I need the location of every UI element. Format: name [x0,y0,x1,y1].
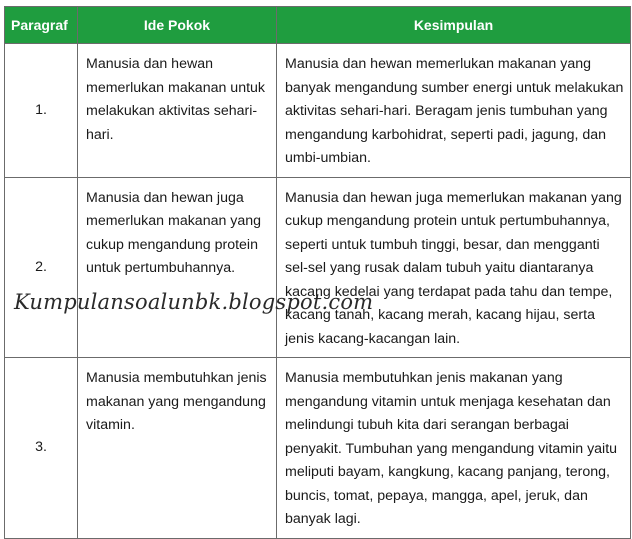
row-main-idea: Manusia dan hewan memerlukan makanan untuk melakukan aktivitas sehari-hari. [78,44,277,178]
table-row [5,177,631,358]
row-main-idea: Manusia dan hewan juga memerlukan makanan yang cukup mengandung protein untuk pertumbuhannya. [78,177,277,358]
row-number: 3. [5,358,78,539]
row-number: 1. [5,44,78,178]
header-main-idea: Ide Pokok [78,7,277,44]
row-conclusion: Manusia membutuhkan jenis makanan yang mengandung vitamin untuk menjaga kesehatan dan melindungi tubuh kita dari serangan berbagai penyakit. Tumbuhan yang mengandung vitamin yaitu meliputi bayam, kangkung, kacang panjang, terong, buncis, tomat, pepaya, mangga, apel, jeruk, dan banyak lagi. [277,358,631,539]
row-conclusion: Manusia dan hewan memerlukan makanan yang banyak mengandung sumber energi untuk melakukan aktivitas sehari-hari. Beragam jenis tumbuhan yang mengandung karbohidrat, seperti padi, jagung, dan umbi-umbian. [277,44,631,178]
header-paragraph: Paragraf [5,7,78,44]
row-conclusion: Manusia dan hewan juga memerlukan makanan yang cukup mengandung protein untuk pertumbuhannya, seperti untuk tumbuh tinggi, besar, dan mengganti sel-sel yang rusak dalam tubuh yaitu diantaranya kacang kedelai yang terdapat pada tahu dan tempe, kacang tanah, kacang merah, kacang hijau, serta jenis kacang-kacangan lain. [277,177,631,358]
summary-table [4,6,631,539]
header-row [5,7,631,44]
table-row [5,358,631,539]
table-row [5,44,631,178]
row-number: 2. [5,177,78,358]
header-conclusion: Kesimpulan [277,7,631,44]
row-main-idea: Manusia membutuhkan jenis makanan yang mengandung vitamin. [78,358,277,539]
watermark-text: Kumpulansoalunbk.blogspot.com [14,290,374,314]
